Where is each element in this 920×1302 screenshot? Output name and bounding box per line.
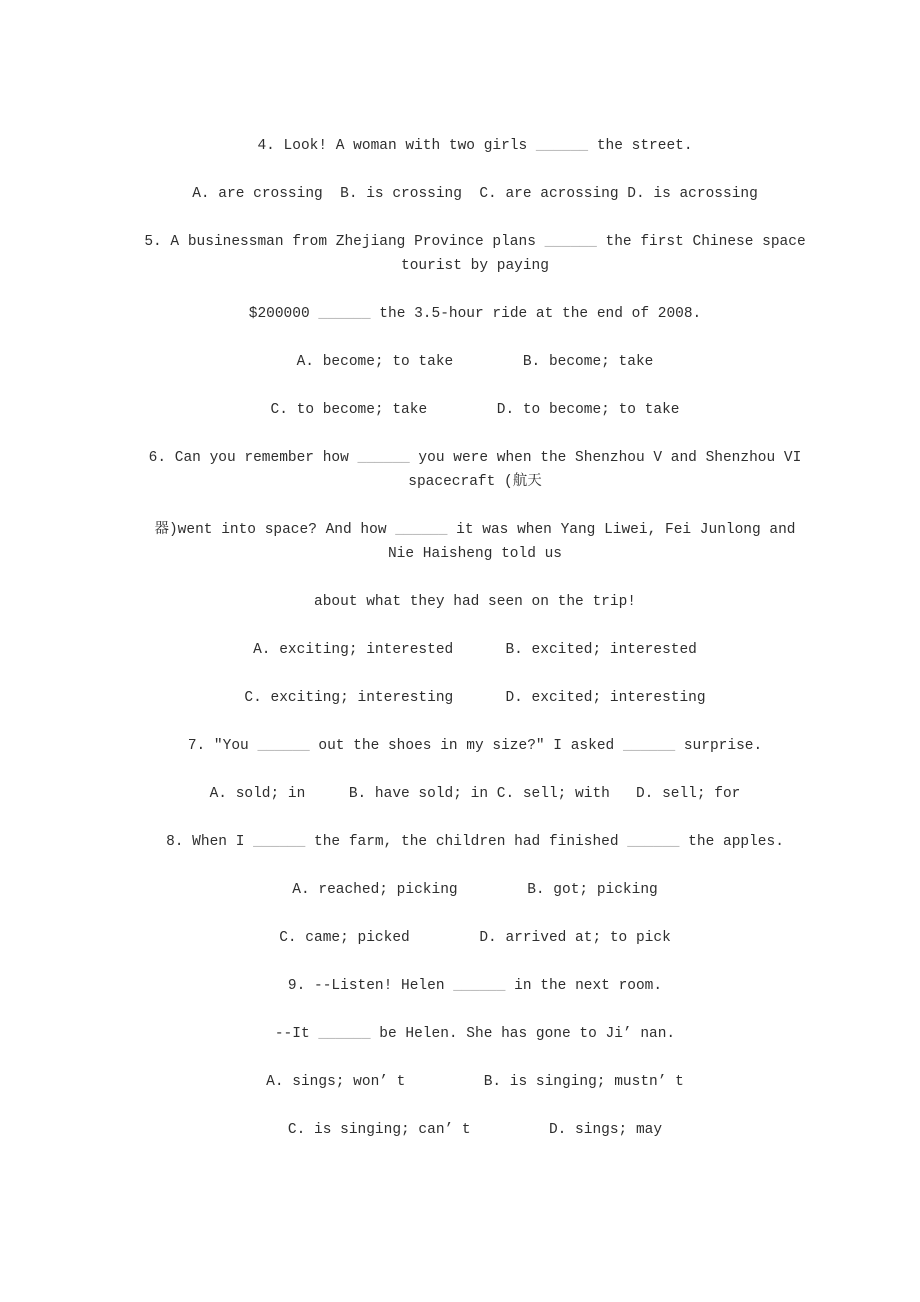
question-6-text-line-4: Nie Haisheng told us [387,546,563,562]
question-6 [45,446,905,494]
question-5-options-ab-text: A. become; to take B. become; take [296,354,654,370]
question-9 [45,974,905,998]
question-5-options-cd [45,398,905,422]
question-8 [45,830,905,854]
question-4-options-text: A. are crossing B. is crossing C. are acrossing D. is acrossing [192,186,758,202]
document-page [45,0,905,1142]
answer-blank: ______ [318,1026,371,1042]
question-9-options-ab-text: A. sings; won’ t B. is singing; mustn’ t [266,1074,684,1090]
answer-blank: ______ [453,978,506,994]
question-6-text-line-5: about what they had seen on the trip! [314,594,636,610]
question-8-options-cd [45,926,905,950]
question-5-text-line-2: tourist by paying [401,258,549,274]
answer-blank: ______ [253,834,306,850]
answer-blank: ______ [318,306,371,322]
question-8-text: 8. When I ______ the farm, the children had finished ______ the apples. [166,834,784,850]
question-9-options-cd [45,1118,905,1142]
question-6-continued [45,518,905,566]
question-8-options-ab-text: A. reached; picking B. got; picking [292,882,658,898]
answer-blank: ______ [627,834,680,850]
question-4-options [45,182,905,206]
question-9-options-cd-text: C. is singing; can’ t D. sings; may [287,1122,663,1138]
answer-blank: ______ [535,138,589,154]
question-9-reply-text: --It ______ be Helen. She has gone to Ji’ nan. [274,1026,676,1042]
question-9-reply [45,1022,905,1046]
question-6-continued-2 [45,590,905,614]
question-6-text-line-1: 6. Can you remember how ______ you were when the Shenzhou V and Shenzhou VI [148,450,802,466]
question-6-options-cd-text: C. exciting; interesting D. excited; interesting [244,690,706,706]
question-8-options-cd-text: C. came; picked D. arrived at; to pick [279,930,671,946]
question-6-options-cd [45,686,905,710]
question-6-text-line-2: spacecraft (航天 [408,474,542,490]
question-8-options-ab [45,878,905,902]
answer-blank: ______ [395,522,448,538]
question-5-options-ab [45,350,905,374]
question-5-options-cd-text: C. to become; take D. to become; to take [270,402,680,418]
question-5-continued [45,302,905,326]
question-7 [45,734,905,758]
answer-blank: ______ [622,738,676,754]
question-5-text-line-3: $200000 ______ the 3.5-hour ride at the end of 2008. [248,306,702,322]
question-7-text: 7. "You ______ out the shoes in my size?" I asked ______ surprise. [187,738,763,754]
question-6-options-ab [45,638,905,662]
answer-blank: ______ [357,450,410,466]
question-7-options [45,782,905,806]
question-5-text-line-1: 5. A businessman from Zhejiang Province plans ______ the first Chinese space [144,234,806,250]
question-9-text: 9. --Listen! Helen ______ in the next room. [287,978,663,994]
answer-blank: ______ [544,234,597,250]
question-6-options-ab-text: A. exciting; interested B. excited; interested [253,642,697,658]
question-9-options-ab [45,1070,905,1094]
answer-blank: ______ [257,738,310,754]
question-4 [45,134,905,158]
question-4-text: 4. Look! A woman with two girls ______ the street. [257,138,693,154]
question-5 [45,230,905,278]
question-7-options-text: A. sold; in B. have sold; in C. sell; with D. sell; for [209,786,741,802]
question-6-text-line-3: 器)went into space? And how ______ it was when Yang Liwei, Fei Junlong and [154,522,796,538]
